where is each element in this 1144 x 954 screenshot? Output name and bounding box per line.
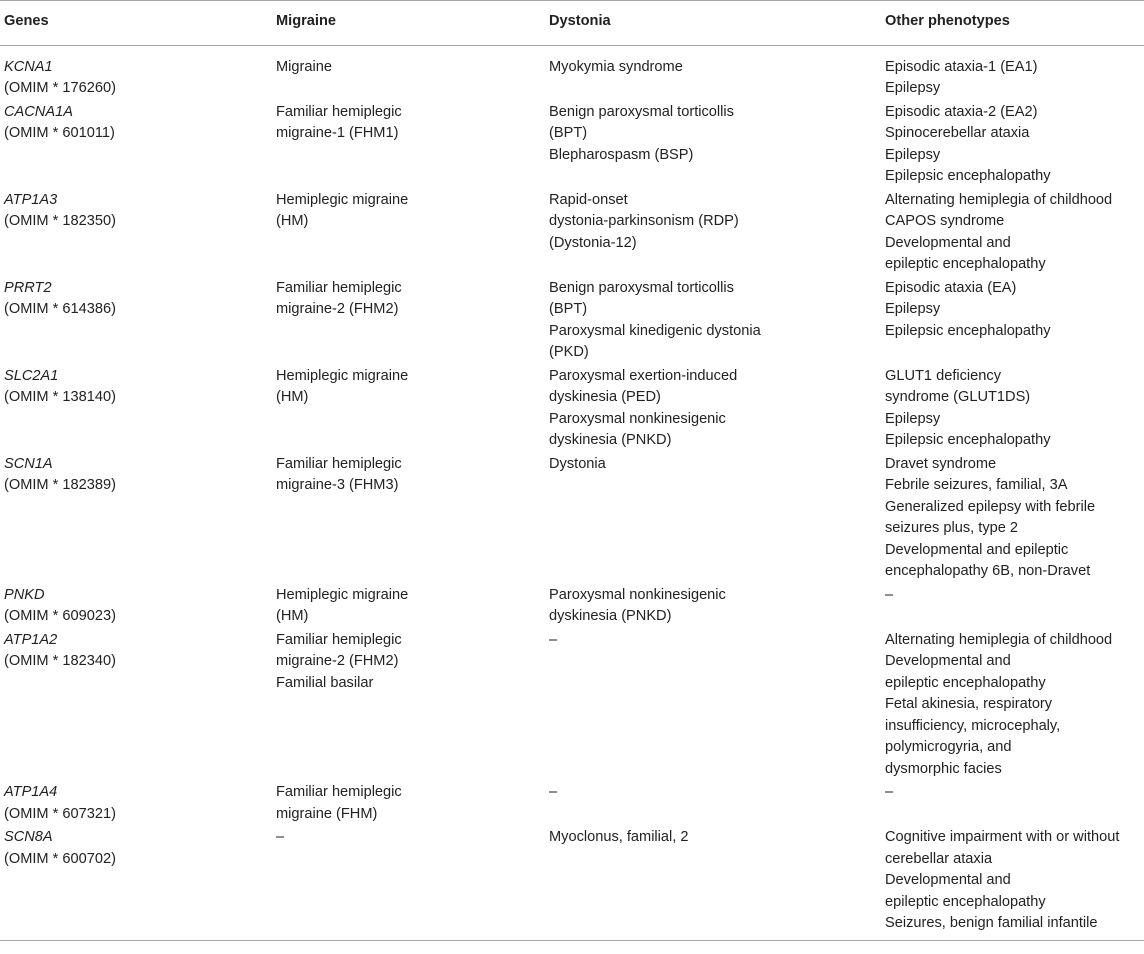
other-line: Epilepsy — [885, 146, 941, 163]
table-body — [0, 45, 1144, 940]
other-line: Epilepsic encephalopathy — [885, 432, 1051, 448]
other-line: Spinocerebellar ataxia — [885, 125, 1030, 141]
migraine-cell — [276, 45, 549, 102]
migraine-cell — [276, 102, 549, 190]
other-line: Developmental and — [885, 653, 1011, 669]
table-row — [0, 454, 1144, 585]
other-line: Epilepsy — [885, 301, 941, 317]
dystonia-line: Rapid-onset — [549, 191, 628, 208]
gene-cell — [0, 630, 276, 783]
migraine-line: (HM) — [276, 608, 309, 624]
migraine-cell — [276, 782, 549, 827]
migraine-line: Migraine — [276, 58, 332, 75]
table-row — [0, 585, 1144, 630]
other-phenotypes-cell — [885, 782, 1144, 827]
dystonia-line: dyskinesia (PNKD) — [549, 432, 672, 448]
gene-cell — [0, 278, 276, 366]
migraine-cell — [276, 454, 549, 585]
dystonia-line: Blepharospasm (BSP) — [549, 146, 694, 163]
dystonia-line: – — [549, 784, 558, 800]
table-row — [0, 782, 1144, 827]
other-line: Developmental and — [885, 234, 1011, 251]
dystonia-cell — [549, 782, 885, 827]
migraine-line: Familial basilar — [276, 674, 374, 691]
gene-cell — [0, 366, 276, 454]
omim-id: (OMIM * 182340) — [4, 653, 116, 669]
dystonia-cell — [549, 827, 885, 940]
dystonia-line: – — [549, 631, 558, 648]
migraine-line: – — [276, 829, 285, 845]
dystonia-line: Benign paroxysmal torticollis — [549, 103, 734, 120]
migraine-line: migraine-1 (FHM1) — [276, 125, 399, 141]
dystonia-line: Paroxysmal exertion-induced — [549, 367, 738, 384]
header-dystonia: Dystonia — [549, 13, 611, 29]
other-phenotypes-cell — [885, 278, 1144, 366]
header-migraine: Migraine — [276, 13, 337, 29]
migraine-cell — [276, 585, 549, 630]
other-line: cerebellar ataxia — [885, 850, 993, 867]
dystonia-line: (Dystonia-12) — [549, 234, 637, 251]
dystonia-line: (PKD) — [549, 344, 589, 360]
dystonia-line: Myoclonus, familial, 2 — [549, 829, 689, 845]
other-line: Episodic ataxia-2 (EA2) — [885, 103, 1038, 120]
table-row — [0, 278, 1144, 366]
dystonia-cell — [549, 366, 885, 454]
migraine-line: migraine-2 (FHM2) — [276, 653, 399, 669]
other-line: – — [885, 784, 894, 800]
dystonia-cell — [549, 45, 885, 102]
migraine-line: migraine-3 (FHM3) — [276, 477, 399, 493]
dystonia-cell — [549, 454, 885, 585]
table-row — [0, 102, 1144, 190]
migraine-line: migraine (FHM) — [276, 805, 378, 822]
other-line: Developmental and — [885, 872, 1011, 888]
other-phenotypes-cell — [885, 454, 1144, 585]
table-header — [0, 1, 1144, 46]
gene-symbol: PNKD — [4, 586, 45, 603]
other-line: epileptic encephalopathy — [885, 674, 1046, 691]
migraine-line: Familiar hemiplegic — [276, 784, 402, 800]
dystonia-line: dyskinesia (PED) — [549, 389, 661, 405]
header-row — [0, 1, 1144, 46]
other-line: Fetal akinesia, respiratory — [885, 696, 1053, 712]
table-row — [0, 190, 1144, 278]
gene-symbol: ATP1A3 — [4, 191, 58, 208]
other-line: Epilepsy — [885, 80, 941, 96]
dystonia-line: Benign paroxysmal torticollis — [549, 279, 734, 296]
table-row — [0, 827, 1144, 940]
migraine-cell — [276, 630, 549, 783]
dystonia-line: Dystonia — [549, 455, 606, 472]
other-line: polymicrogyria, and — [885, 739, 1012, 755]
omim-id: (OMIM * 601011) — [4, 125, 115, 141]
other-line: encephalopathy 6B, non-Dravet — [885, 563, 1091, 579]
dystonia-line: dyskinesia (PNKD) — [549, 608, 672, 624]
other-line: Epilepsy — [885, 410, 941, 427]
other-phenotypes-cell — [885, 102, 1144, 190]
gene-symbol: ATP1A2 — [4, 631, 58, 648]
dystonia-line: (BPT) — [549, 125, 588, 141]
migraine-cell — [276, 190, 549, 278]
migraine-cell — [276, 366, 549, 454]
other-phenotypes-cell — [885, 190, 1144, 278]
migraine-line: Hemiplegic migraine — [276, 586, 409, 603]
migraine-line: Hemiplegic migraine — [276, 367, 409, 384]
other-phenotypes-cell — [885, 366, 1144, 454]
dystonia-line: Paroxysmal nonkinesigenic — [549, 410, 726, 427]
other-line: Dravet syndrome — [885, 455, 997, 472]
migraine-line: Familiar hemiplegic — [276, 279, 402, 296]
omim-id: (OMIM * 176260) — [4, 80, 116, 96]
migraine-line: Familiar hemiplegic — [276, 455, 402, 472]
table-row — [0, 366, 1144, 454]
dystonia-line: Paroxysmal kinedigenic dystonia — [549, 322, 761, 339]
gene-symbol: SLC2A1 — [4, 367, 59, 384]
other-line: epileptic encephalopathy — [885, 893, 1046, 910]
gene-cell — [0, 782, 276, 827]
gene-cell — [0, 102, 276, 190]
other-line: Alternating hemiplegia of childhood — [885, 191, 1113, 208]
migraine-line: (HM) — [276, 213, 309, 229]
other-phenotypes-cell — [885, 585, 1144, 630]
omim-id: (OMIM * 182389) — [4, 477, 116, 493]
other-phenotypes-cell — [885, 630, 1144, 783]
other-line: Epilepsic encephalopathy — [885, 322, 1051, 339]
other-line: Cognitive impairment with or without — [885, 829, 1120, 845]
gene-symbol: SCN1A — [4, 455, 53, 472]
migraine-line: Hemiplegic migraine — [276, 191, 409, 208]
other-line: CAPOS syndrome — [885, 213, 1005, 229]
other-line: GLUT1 deficiency — [885, 367, 1001, 384]
dystonia-cell — [549, 585, 885, 630]
other-line: Seizures, benign familial infantile — [885, 915, 1098, 931]
dystonia-cell — [549, 102, 885, 190]
dystonia-line: Paroxysmal nonkinesigenic — [549, 586, 726, 603]
header-other-phenotypes: Other phenotypes — [885, 13, 1010, 29]
gene-cell — [0, 585, 276, 630]
other-line: insufficiency, microcephaly, — [885, 717, 1061, 734]
omim-id: (OMIM * 609023) — [4, 608, 116, 624]
other-line: syndrome (GLUT1DS) — [885, 389, 1031, 405]
other-line: Developmental and epileptic — [885, 541, 1069, 558]
omim-id: (OMIM * 182350) — [4, 213, 116, 229]
migraine-line: migraine-2 (FHM2) — [276, 301, 399, 317]
other-line: Generalized epilepsy with febrile — [885, 498, 1096, 515]
other-line: Episodic ataxia (EA) — [885, 279, 1017, 296]
omim-id: (OMIM * 600702) — [4, 850, 116, 867]
other-line: seizures plus, type 2 — [885, 520, 1019, 536]
other-line: dysmorphic facies — [885, 760, 1002, 777]
other-phenotypes-cell — [885, 45, 1144, 102]
dystonia-line: Myokymia syndrome — [549, 58, 683, 75]
table-row — [0, 45, 1144, 102]
omim-id: (OMIM * 138140) — [4, 389, 116, 405]
gene-symbol: SCN8A — [4, 829, 53, 845]
header-genes: Genes — [4, 13, 49, 29]
gene-cell — [0, 190, 276, 278]
gene-symbol: PRRT2 — [4, 279, 52, 296]
omim-id: (OMIM * 607321) — [4, 805, 116, 822]
dystonia-cell — [549, 630, 885, 783]
dystonia-line: (BPT) — [549, 301, 588, 317]
table-row — [0, 630, 1144, 783]
dystonia-cell — [549, 190, 885, 278]
other-line: Alternating hemiplegia of childhood — [885, 631, 1113, 648]
gene-symbol: KCNA1 — [4, 58, 53, 75]
gene-cell — [0, 454, 276, 585]
other-line: – — [885, 586, 894, 603]
other-line: epileptic encephalopathy — [885, 256, 1046, 272]
migraine-line: (HM) — [276, 389, 309, 405]
omim-id: (OMIM * 614386) — [4, 301, 116, 317]
migraine-line: Familiar hemiplegic — [276, 103, 402, 120]
gene-cell — [0, 827, 276, 940]
other-line: Febrile seizures, familial, 3A — [885, 477, 1068, 493]
gene-symbol: CACNA1A — [4, 103, 73, 120]
migraine-line: Familiar hemiplegic — [276, 631, 402, 648]
gene-cell — [0, 45, 276, 102]
migraine-cell — [276, 278, 549, 366]
other-line: Epilepsic encephalopathy — [885, 168, 1051, 184]
dystonia-cell — [549, 278, 885, 366]
other-line: Episodic ataxia-1 (EA1) — [885, 58, 1038, 75]
gene-symbol: ATP1A4 — [4, 784, 58, 800]
migraine-cell — [276, 827, 549, 940]
dystonia-line: dystonia-parkinsonism (RDP) — [549, 213, 739, 229]
other-phenotypes-cell — [885, 827, 1144, 940]
